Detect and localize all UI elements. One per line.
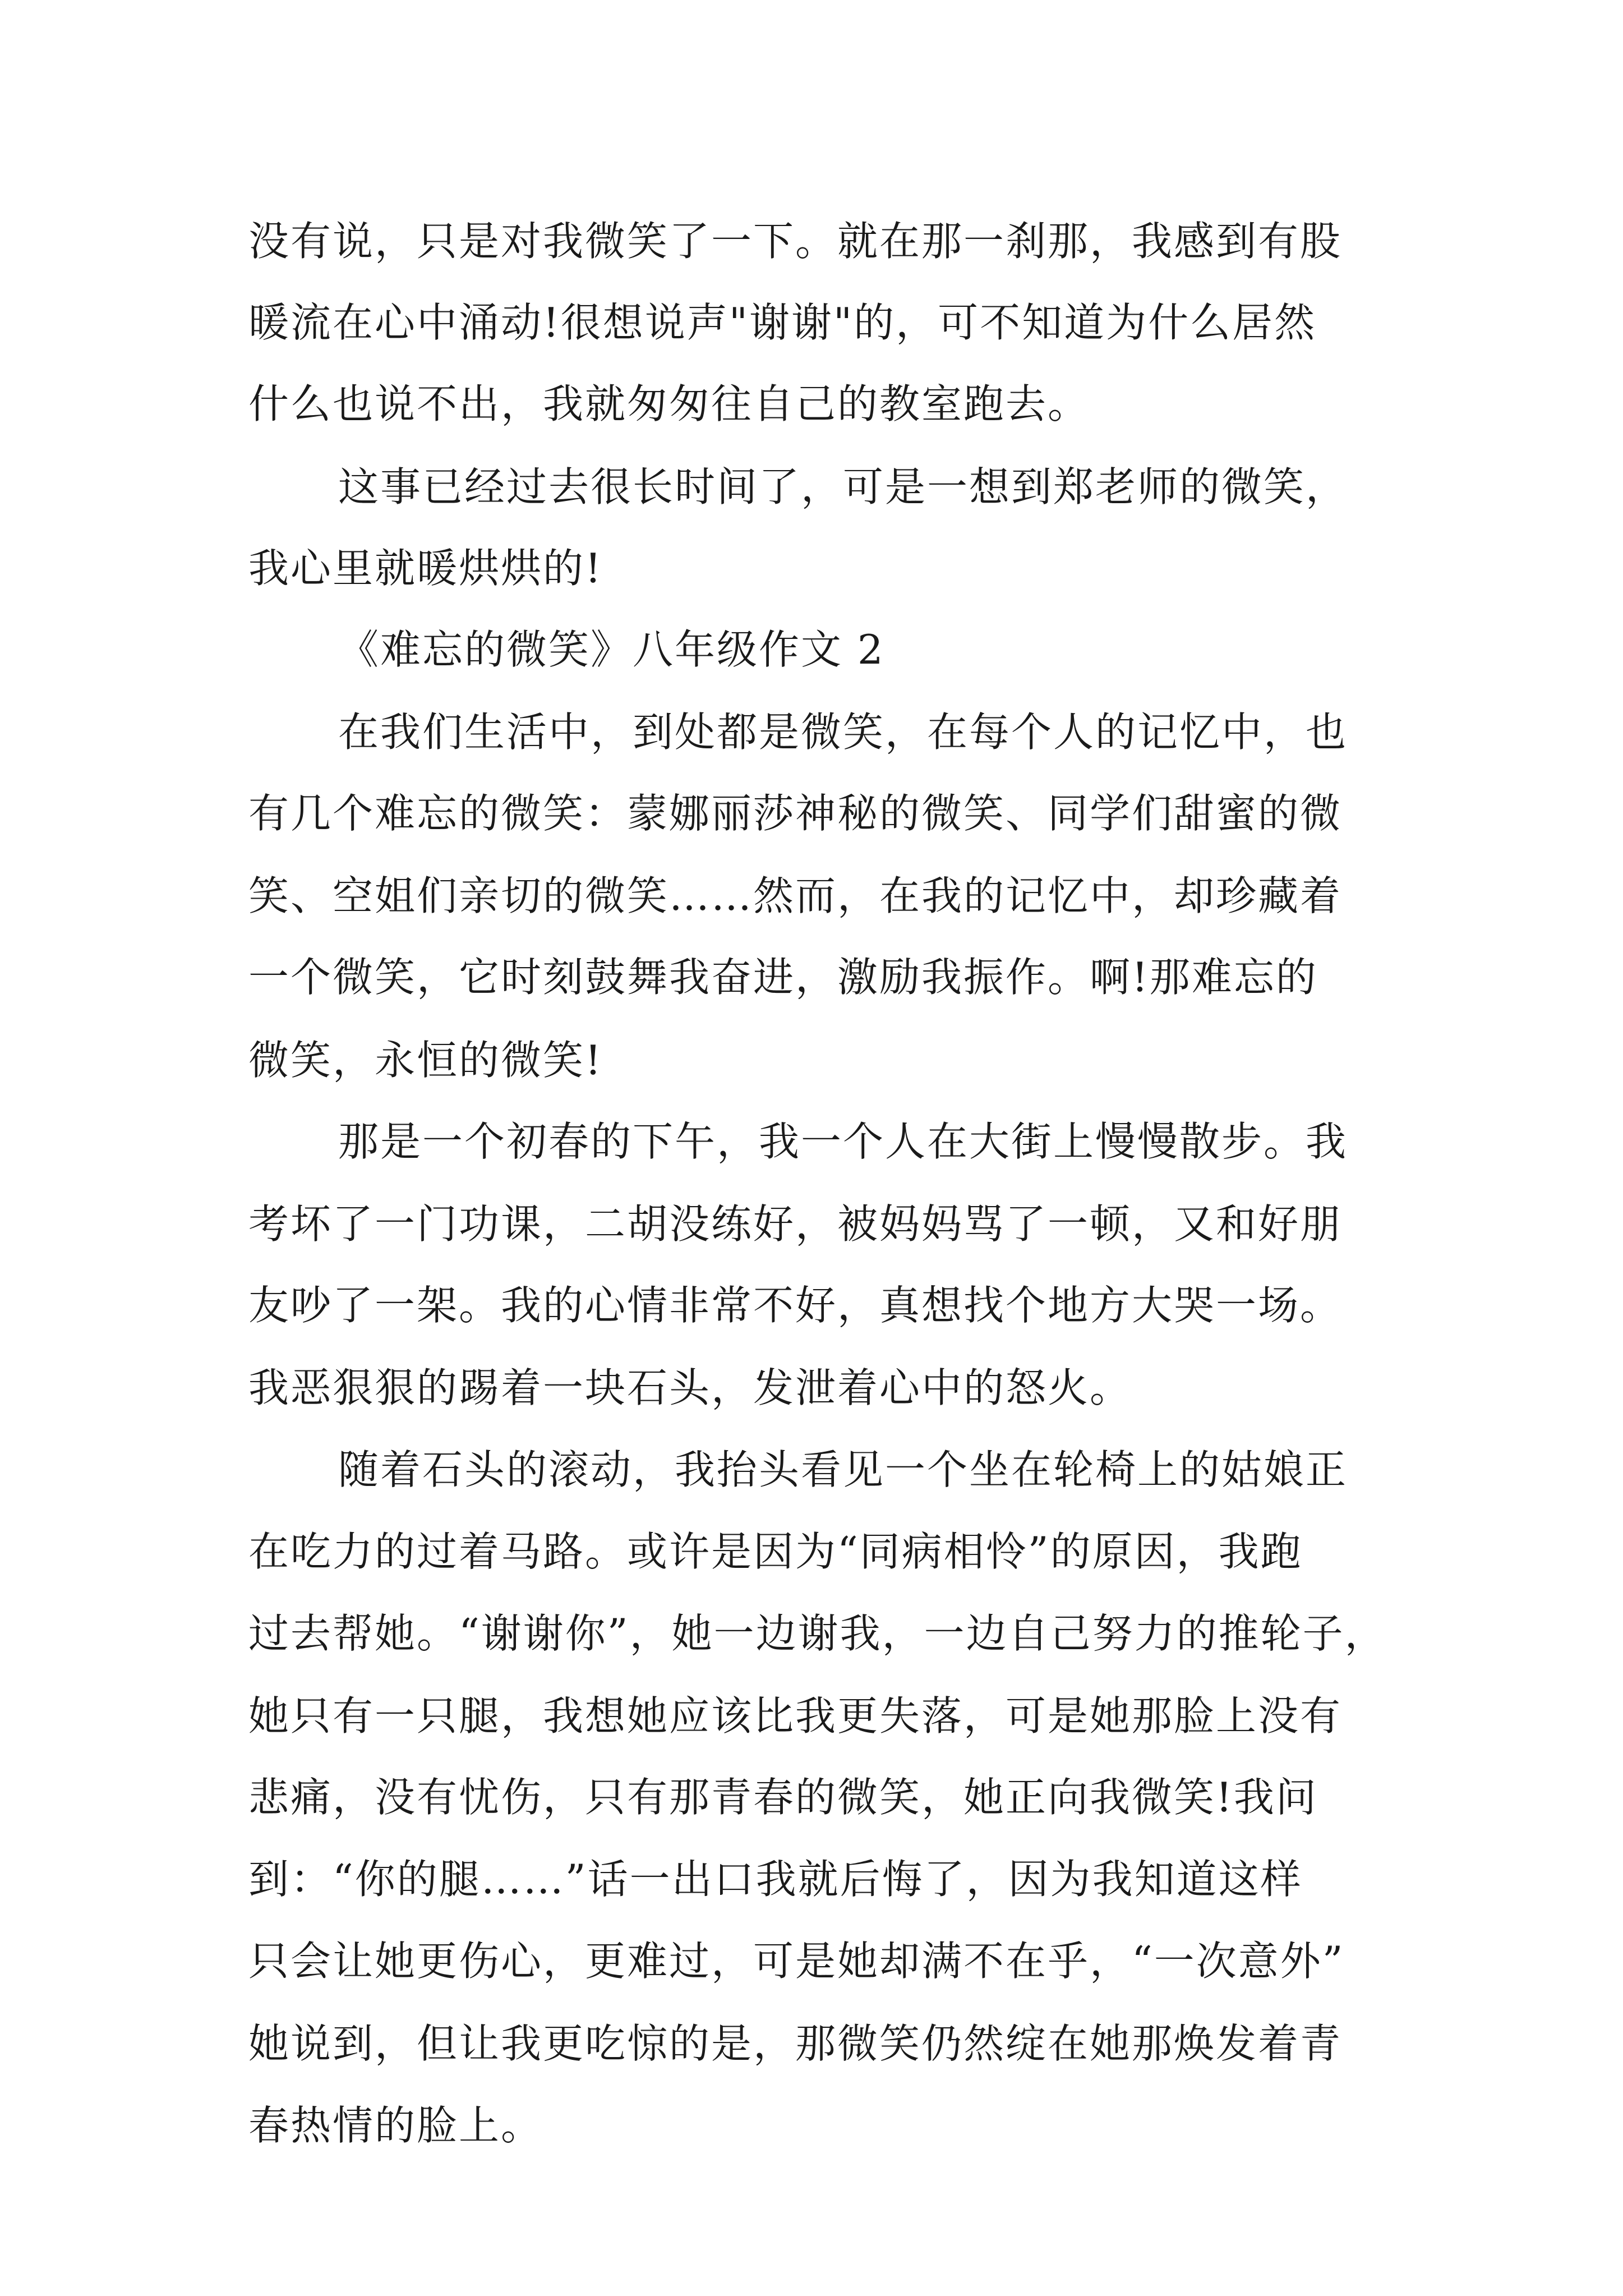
paragraph-start-line: 在我们生活中，到处都是微笑，在每个人的记忆中，也 bbox=[338, 708, 1348, 756]
text-line: 春热情的脸上。 bbox=[248, 2102, 543, 2149]
section-heading: 《难忘的微笑》八年级作文 2 bbox=[338, 626, 885, 673]
text-line: 她只有一只腿，我想她应该比我更失落，可是她那脸上没有 bbox=[248, 1692, 1343, 1740]
text-line: 我心里就暖烘烘的! bbox=[248, 545, 603, 592]
text-line: 一个微笑，它时刻鼓舞我奋进，激励我振作。啊!那难忘的 bbox=[248, 954, 1318, 1001]
text-line: 考坏了一门功课，二胡没练好，被妈妈骂了一顿，又和好朋 bbox=[248, 1200, 1343, 1248]
paragraph-start-line: 这事已经过去很长时间了，可是一想到郑老师的微笑， bbox=[338, 463, 1348, 510]
text-line: 有几个难忘的微笑：蒙娜丽莎神秘的微笑、同学们甜蜜的微 bbox=[248, 790, 1343, 837]
essay-body bbox=[248, 0, 1387, 2296]
text-line: 只会让她更伤心，更难过，可是她却满不在乎，“一次意外” bbox=[248, 1938, 1345, 1985]
paragraph-start-line: 那是一个初春的下午，我一个人在大街上慢慢散步。我 bbox=[338, 1118, 1348, 1165]
text-line: 友吵了一架。我的心情非常不好，真想找个地方大哭一场。 bbox=[248, 1282, 1343, 1329]
text-line: 她说到，但让我更吃惊的是，那微笑仍然绽在她那焕发着青 bbox=[248, 2020, 1343, 2067]
text-line: 我恶狠狠的踢着一块石头，发泄着心中的怒火。 bbox=[248, 1364, 1132, 1411]
paragraph-start-line: 随着石头的滚动，我抬头看见一个坐在轮椅上的姑娘正 bbox=[338, 1446, 1348, 1493]
text-line: 微笑，永恒的微笑! bbox=[248, 1037, 603, 1084]
text-line: 在吃力的过着马路。或许是因为“同病相怜”的原因，我跑 bbox=[248, 1528, 1303, 1575]
text-line: 没有说，只是对我微笑了一下。就在那一刹那，我感到有股 bbox=[248, 218, 1343, 265]
text-line: 到：“你的腿……”话一出口我就后悔了，因为我知道这样 bbox=[248, 1856, 1303, 1903]
text-line: 悲痛，没有忧伤，只有那青春的微笑，她正向我微笑!我问 bbox=[248, 1774, 1318, 1821]
text-line: 过去帮她。“谢谢你”，她一边谢我，一边自己努力的推轮子， bbox=[248, 1610, 1387, 1657]
text-line: 笑、空姐们亲切的微笑……然而，在我的记忆中，却珍藏着 bbox=[248, 872, 1343, 919]
text-line: 暖流在心中涌动!很想说声"谢谢"的，可不知道为什么居然 bbox=[248, 299, 1317, 346]
text-line: 什么也说不出，我就匆匆往自己的教室跑去。 bbox=[248, 380, 1090, 427]
